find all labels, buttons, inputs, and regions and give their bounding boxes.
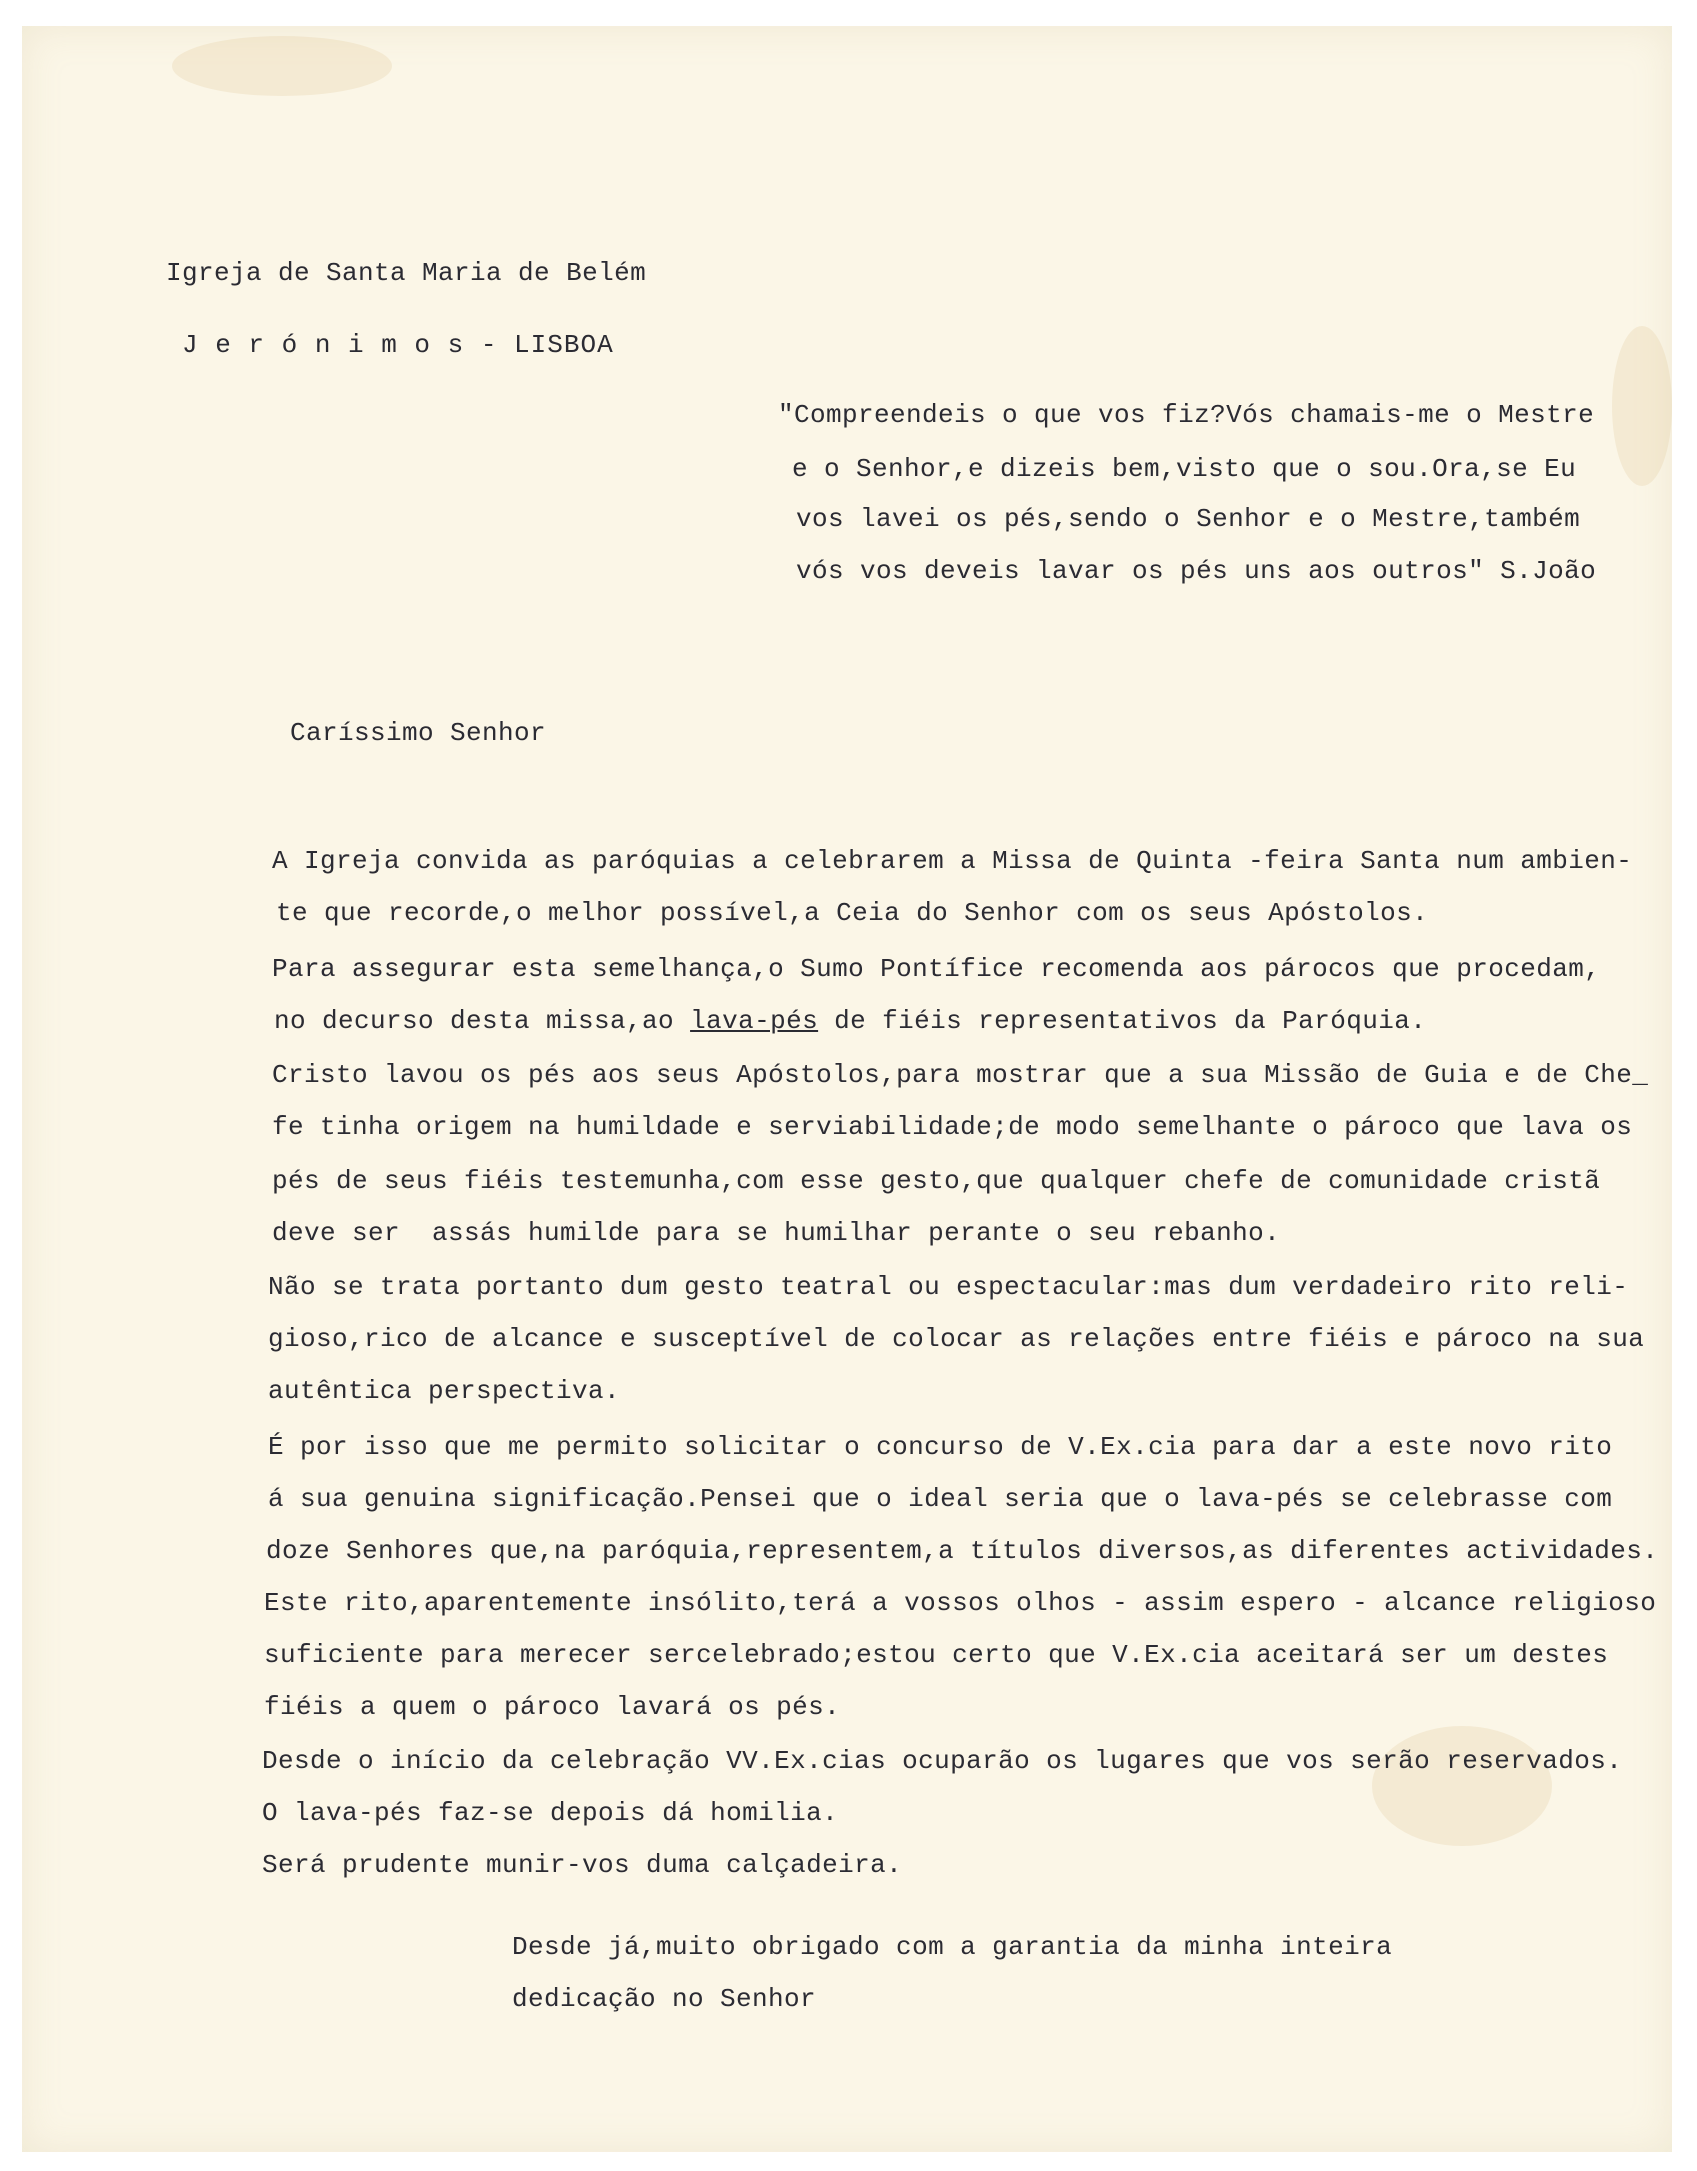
epigraph-line: vós vos deveis lavar os pés uns aos outros" S.João (796, 556, 1597, 586)
body-line: Desde o início da celebração VV.Ex.cias ocuparão os lugares que vos serão reservados. (262, 1746, 1623, 1776)
body-line: fiéis a quem o pároco lavará os pés. (264, 1692, 841, 1722)
body-line: doze Senhores que,na paróquia,representem,a títulos diversos,as diferentes actividades. (266, 1536, 1659, 1566)
body-line (274, 1004, 1426, 1038)
paper-sheet (22, 26, 1672, 2152)
body-line: fe tinha origem na humildade e serviabilidade;de modo semelhante o pároco que lava os (272, 1112, 1633, 1142)
stain-mark (172, 36, 392, 96)
church-name: Igreja de Santa Maria de Belém (166, 258, 647, 288)
body-line: Cristo lavou os pés aos seus Apóstolos,para mostrar que a sua Missão de Guia e de Che_ (272, 1060, 1649, 1090)
body-line: Para assegurar esta semelhança,o Sumo Pontífice recomenda aos párocos que procedam, (272, 954, 1601, 984)
body-line: deve ser assás humilde para se humilhar perante o seu rebanho. (272, 1218, 1281, 1248)
body-line: autêntica perspectiva. (268, 1376, 621, 1406)
church-location: J e r ó n i m o s - LISBOA (182, 330, 614, 360)
epigraph-line: "Compreendeis o que vos fiz?Vós chamais-me o Mestre (778, 400, 1595, 430)
epigraph-line: e o Senhor,e dizeis bem,visto que o sou.Ora,se Eu (792, 454, 1577, 484)
body-line: pés de seus fiéis testemunha,com esse gesto,que qualquer chefe de comunidade cristã (272, 1166, 1601, 1196)
body-line: suficiente para merecer sercelebrado;estou certo que V.Ex.cia aceitará ser um destes (264, 1640, 1609, 1670)
body-line: te que recorde,o melhor possível,a Ceia do Senhor com os seus Apóstolos. (276, 898, 1429, 928)
epigraph-line: vos lavei os pés,sendo o Senhor e o Mestre,também (796, 504, 1581, 534)
body-line: Este rito,aparentemente insólito,terá a vossos olhos - assim espero - alcance religioso (264, 1588, 1657, 1618)
salutation: Caríssimo Senhor (290, 718, 547, 748)
body-line: gioso,rico de alcance e susceptível de colocar as relações entre fiéis e pároco na sua (268, 1324, 1645, 1354)
body-line: O lava-pés faz-se depois dá homilia. (262, 1798, 839, 1828)
body-line: A Igreja convida as paróquias a celebrarem a Missa de Quinta -feira Santa num ambien- (272, 846, 1633, 876)
body-text: no decurso desta missa,ao (274, 1006, 691, 1036)
closing-line: dedicação no Senhor (512, 1984, 817, 2014)
closing-line: Desde já,muito obrigado com a garantia da minha inteira (512, 1932, 1393, 1962)
lava-pes-underlined: lava-pés (690, 1006, 819, 1036)
stain-mark (1612, 326, 1672, 486)
body-text: de fiéis representativos da Paróquia. (818, 1006, 1427, 1036)
body-line: É por isso que me permito solicitar o concurso de V.Ex.cia para dar a este novo rito (268, 1432, 1613, 1462)
body-line: Não se trata portanto dum gesto teatral ou espectacular:mas dum verdadeiro rito reli- (268, 1272, 1629, 1302)
body-line: Será prudente munir-vos duma calçadeira. (262, 1850, 903, 1880)
body-line: á sua genuina significação.Pensei que o ideal seria que o lava-pés se celebrasse com (268, 1484, 1613, 1514)
